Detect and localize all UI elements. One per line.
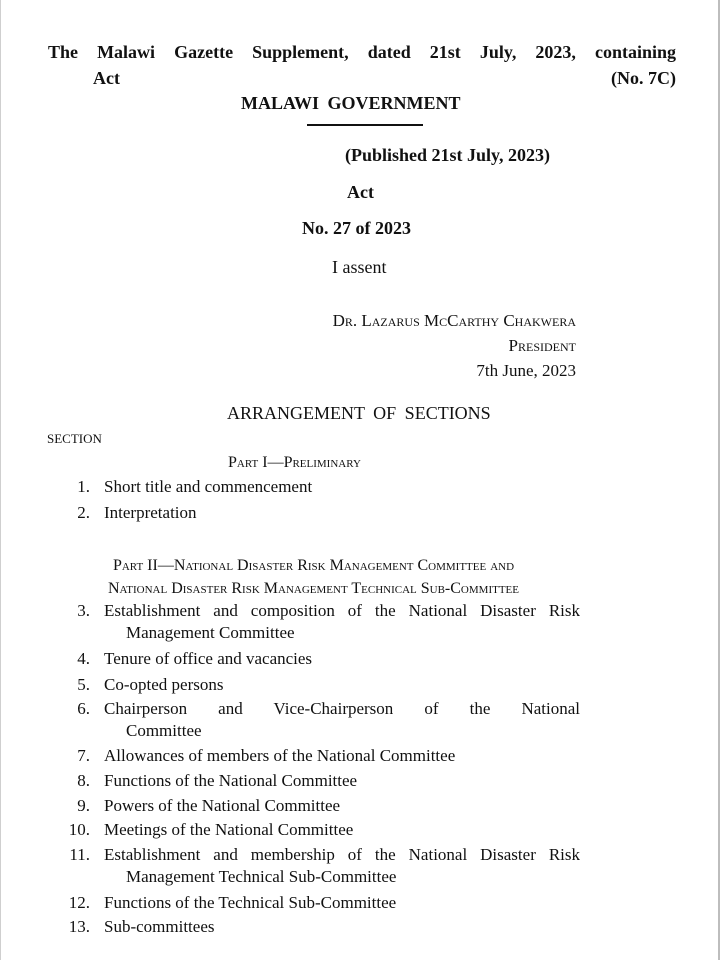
section-number: 12. [68, 893, 90, 912]
gazette-number: (No. 7C) [611, 68, 676, 88]
part2-heading-line1: Part II—National Disaster Risk Management Committee and [112, 557, 515, 574]
page-border-left [0, 0, 1, 960]
section-number: 1. [77, 477, 90, 496]
section-title: Establishment and composition of the National Disaster Risk [104, 601, 580, 620]
assent-date: 7th June, 2023 [476, 361, 576, 380]
section-number: 8. [77, 771, 90, 790]
section-number: 10. [68, 820, 90, 839]
gazette-header-line2: Act [93, 68, 120, 88]
section-number: 9. [77, 796, 90, 815]
section-title: Co-opted persons [104, 675, 224, 694]
section-title-continued: Committee [126, 721, 202, 740]
section-number: 13. [68, 917, 90, 936]
section-number: 6. [77, 699, 90, 718]
signatory-title: President [508, 336, 576, 355]
gazette-header-line1: The Malawi Gazette Supplement, dated 21st July, 2023, containing [48, 42, 676, 62]
section-number: 4. [77, 649, 90, 668]
assent-text: I assent [332, 257, 387, 277]
section-number: 7. [77, 746, 90, 765]
section-label: SECTION [47, 431, 102, 446]
section-title: Short title and commencement [104, 477, 313, 496]
part1-heading: Part I—Preliminary [228, 454, 361, 471]
section-title-continued: Management Committee [126, 623, 295, 642]
signatory-name: Dr. Lazarus McCarthy Chakwera [332, 311, 576, 330]
act-number: No. 27 of 2023 [302, 218, 411, 238]
section-title: Powers of the National Committee [104, 796, 341, 815]
section-number: 2. [77, 503, 90, 522]
section-title: Functions of the National Committee [104, 771, 358, 790]
section-number: 5. [77, 675, 90, 694]
section-number: 3. [77, 601, 90, 620]
section-title: Tenure of office and vacancies [104, 649, 313, 668]
section-title: Sub-committees [104, 917, 215, 936]
act-label: Act [347, 182, 374, 202]
part2-heading-line2: National Disaster Risk Management Technical Sub-Committee [108, 580, 519, 597]
government-title: MALAWI GOVERNMENT [241, 93, 461, 113]
section-title: Functions of the Technical Sub-Committee [104, 893, 397, 912]
section-title: Interpretation [104, 503, 197, 522]
section-title-continued: Management Technical Sub-Committee [126, 867, 397, 886]
section-title: Chairperson and Vice-Chairperson of the National [104, 699, 580, 718]
section-title: Allowances of members of the National Committee [104, 746, 456, 765]
published-date: (Published 21st July, 2023) [345, 145, 551, 165]
title-rule [307, 124, 423, 126]
section-number: 11. [69, 845, 90, 864]
section-title: Meetings of the National Committee [104, 820, 354, 839]
arrangement-title: ARRANGEMENT OF SECTIONS [227, 403, 491, 423]
section-title: Establishment and membership of the National Disaster Risk [104, 845, 580, 864]
